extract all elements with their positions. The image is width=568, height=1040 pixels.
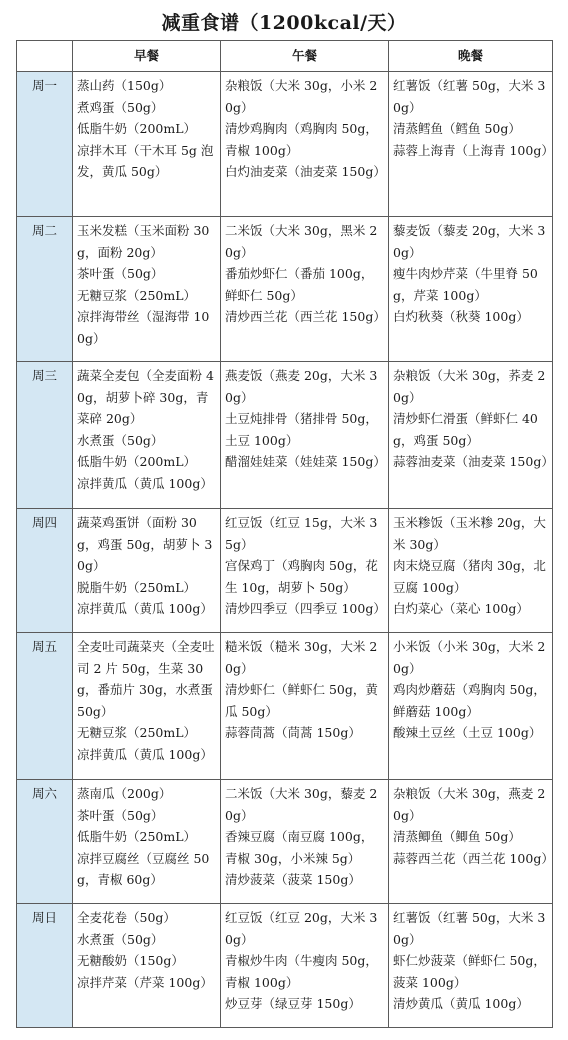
meal-item: 虾仁炒菠菜（鲜虾仁 50g，菠菜 100g）: [393, 953, 546, 990]
meal-item: 番茄炒虾仁（番茄 100g，鲜虾仁 50g）: [225, 266, 374, 303]
meal-item: 清炒鸡胸肉（鸡胸肉 50g，青椒 100g）: [225, 121, 378, 158]
breakfast-cell: [73, 217, 221, 362]
meal-item: 杂粮饭（大米 30g，荞麦 20g）: [393, 368, 546, 405]
breakfast-cell: [73, 72, 221, 217]
meal-item: 蒸南瓜（200g）: [77, 786, 172, 801]
day-label: 周二: [17, 217, 73, 362]
meal-item: 清炒虾仁（鲜虾仁 50g，黄瓜 50g）: [225, 682, 378, 719]
meal-item: 全麦花卷（50g）: [77, 910, 176, 925]
lunch-cell: [221, 217, 389, 362]
meal-item: 白灼油麦菜（油麦菜 150g）: [225, 164, 386, 179]
meal-item: 无糖豆浆（250mL）: [77, 287, 197, 303]
table-row: [17, 780, 553, 904]
breakfast-cell: [73, 362, 221, 509]
meal-item: 玉米糁饭（玉米糁 20g，大米 30g）: [393, 515, 546, 552]
lunch-cell: [221, 633, 389, 780]
lunch-cell: [221, 780, 389, 904]
day-label: 周一: [17, 72, 73, 217]
meal-item: 凉拌芹菜（芹菜 100g）: [77, 974, 213, 990]
breakfast-header: 早餐: [73, 41, 221, 72]
lunch-cell: [221, 509, 389, 633]
day-label: 周六: [17, 780, 73, 904]
meal-item: 燕麦饭（燕麦 20g，大米 30g）: [225, 368, 378, 405]
meal-item: 蒸山药（150g）: [77, 78, 172, 93]
meal-item: 低脂牛奶（250mL）: [77, 829, 197, 844]
meal-item: 蒜蓉油麦菜（油麦菜 150g）: [393, 454, 554, 469]
meal-item: 清炒四季豆（四季豆 100g）: [225, 601, 386, 616]
meal-item: 凉拌木耳（干木耳 5g 泡发，黄瓜 50g）: [77, 142, 214, 179]
breakfast-cell: [73, 904, 221, 1028]
meal-item: 二米饭（大米 30g，藜麦 20g）: [225, 786, 378, 823]
dinner-cell: [389, 780, 553, 904]
meal-item: 无糖酸奶（150g）: [77, 953, 184, 968]
meal-item: 低脂牛奶（200mL）: [77, 121, 197, 136]
meal-item: 二米饭（大米 30g，黑米 20g）: [225, 223, 378, 260]
meal-item: 土豆炖排骨（猪排骨 50g，土豆 100g）: [225, 411, 378, 448]
meal-item: 煮鸡蛋（50g）: [77, 99, 164, 115]
dinner-cell: [389, 217, 553, 362]
meal-item: 瘦牛肉炒芹菜（牛里脊 50g，芹菜 100g）: [393, 266, 538, 303]
meal-item: 红豆饭（红豆 15g，大米 35g）: [225, 515, 378, 552]
meal-item: 宫保鸡丁（鸡胸肉 50g，花生 10g，胡萝卜 50g）: [225, 558, 378, 595]
meal-item: 白灼秋葵（秋葵 100g）: [393, 309, 529, 324]
meal-item: 全麦吐司蔬菜夹（全麦吐司 2 片 50g，生菜 30g，番茄片 30g，水煮蛋 50g）: [77, 639, 215, 719]
dinner-cell: [389, 633, 553, 780]
meal-item: 凉拌黄瓜（黄瓜 100g）: [77, 475, 213, 491]
table-header-row: [17, 41, 553, 72]
meal-item: 茶叶蛋（50g）: [77, 266, 164, 281]
page-title: 减重食谱（1200kcal/天）: [161, 12, 407, 34]
meal-item: 蔬菜鸡蛋饼（面粉 30g，鸡蛋 50g，胡萝卜 30g）: [77, 515, 213, 573]
meal-item: 玉米发糕（玉米面粉 30g，面粉 20g）: [77, 223, 210, 260]
meal-item: 红薯饭（红薯 50g，大米 30g）: [393, 910, 546, 947]
meal-item: 肉末烧豆腐（猪肉 30g，北豆腐 100g）: [393, 558, 546, 595]
table-row: [17, 904, 553, 1028]
meal-plan-table: [16, 40, 553, 1028]
meal-item: 凉拌黄瓜（黄瓜 100g）: [77, 601, 213, 616]
dinner-cell: [389, 72, 553, 217]
meal-item: 红豆饭（红豆 20g，大米 30g）: [225, 910, 378, 947]
meal-item: 香辣豆腐（南豆腐 100g，青椒 30g，小米辣 5g）: [225, 829, 374, 866]
meal-item: 酸辣土豆丝（土豆 100g）: [393, 725, 542, 740]
meal-item: 清炒西兰花（西兰花 150g）: [225, 309, 386, 324]
meal-item: 清炒菠菜（菠菜 150g）: [225, 872, 361, 887]
day-label: 周三: [17, 362, 73, 509]
meal-item: 清蒸鳕鱼（鳕鱼 50g）: [393, 121, 521, 136]
corner-cell: [17, 41, 73, 72]
meal-item: 杂粮饭（大米 30g，燕麦 20g）: [393, 786, 546, 823]
meal-item: 青椒炒牛肉（牛瘦肉 50g，青椒 100g）: [225, 953, 378, 990]
meal-item: 炒豆芽（绿豆芽 150g）: [225, 996, 361, 1011]
meal-item: 蒜蓉西兰花（西兰花 100g）: [393, 850, 554, 866]
day-label: 周四: [17, 509, 73, 633]
day-label: 周日: [17, 904, 73, 1028]
dinner-cell: [389, 362, 553, 509]
table-row: [17, 72, 553, 217]
meal-item: 清炒虾仁滑蛋（鲜虾仁 40g，鸡蛋 50g）: [393, 411, 538, 448]
meal-item: 低脂牛奶（200mL）: [77, 454, 197, 469]
meal-item: 红薯饭（红薯 50g，大米 30g）: [393, 78, 546, 115]
table-row: [17, 633, 553, 780]
meal-item: 茶叶蛋（50g）: [77, 807, 164, 823]
dinner-header: 晚餐: [389, 41, 553, 72]
meal-item: 脱脂牛奶（250mL）: [77, 579, 197, 595]
meal-item: 蒜蓉茼蒿（茼蒿 150g）: [225, 725, 361, 740]
meal-item: 凉拌豆腐丝（豆腐丝 50g，青椒 60g）: [77, 850, 210, 887]
meal-item: 杂粮饭（大米 30g，小米 20g）: [225, 78, 378, 115]
meal-item: 藜麦饭（藜麦 20g，大米 30g）: [393, 223, 546, 260]
table-row: [17, 217, 553, 362]
lunch-cell: [221, 72, 389, 217]
meal-item: 蒜蓉上海青（上海青 100g）: [393, 142, 554, 158]
meal-item: 凉拌黄瓜（黄瓜 100g）: [77, 746, 213, 762]
breakfast-cell: [73, 780, 221, 904]
meal-item: 白灼菜心（菜心 100g）: [393, 601, 529, 616]
meal-item: 凉拌海带丝（湿海带 100g）: [77, 309, 210, 346]
day-label: 周五: [17, 633, 73, 780]
meal-item: 水煮蛋（50g）: [77, 432, 164, 448]
meal-item: 鸡肉炒蘑菇（鸡胸肉 50g，鲜蘑菇 100g）: [393, 682, 546, 719]
table-row: [17, 362, 553, 509]
lunch-cell: [221, 362, 389, 509]
meal-item: 清炒黄瓜（黄瓜 100g）: [393, 996, 529, 1011]
meal-item: 醋溜娃娃菜（娃娃菜 150g）: [225, 454, 386, 469]
breakfast-cell: [73, 509, 221, 633]
meal-item: 糙米饭（糙米 30g，大米 20g）: [225, 639, 378, 676]
dinner-cell: [389, 904, 553, 1028]
meal-item: 无糖豆浆（250mL）: [77, 725, 197, 740]
dinner-cell: [389, 509, 553, 633]
lunch-header: 午餐: [221, 41, 389, 72]
table-row: [17, 509, 553, 633]
lunch-cell: [221, 904, 389, 1028]
meal-item: 水煮蛋（50g）: [77, 931, 164, 947]
meal-item: 蔬菜全麦包（全麦面粉 40g，胡萝卜碎 30g，青菜碎 20g）: [77, 368, 214, 426]
meal-item: 清蒸鲫鱼（鲫鱼 50g）: [393, 829, 521, 844]
meal-item: 小米饭（小米 30g，大米 20g）: [393, 639, 546, 676]
breakfast-cell: [73, 633, 221, 780]
